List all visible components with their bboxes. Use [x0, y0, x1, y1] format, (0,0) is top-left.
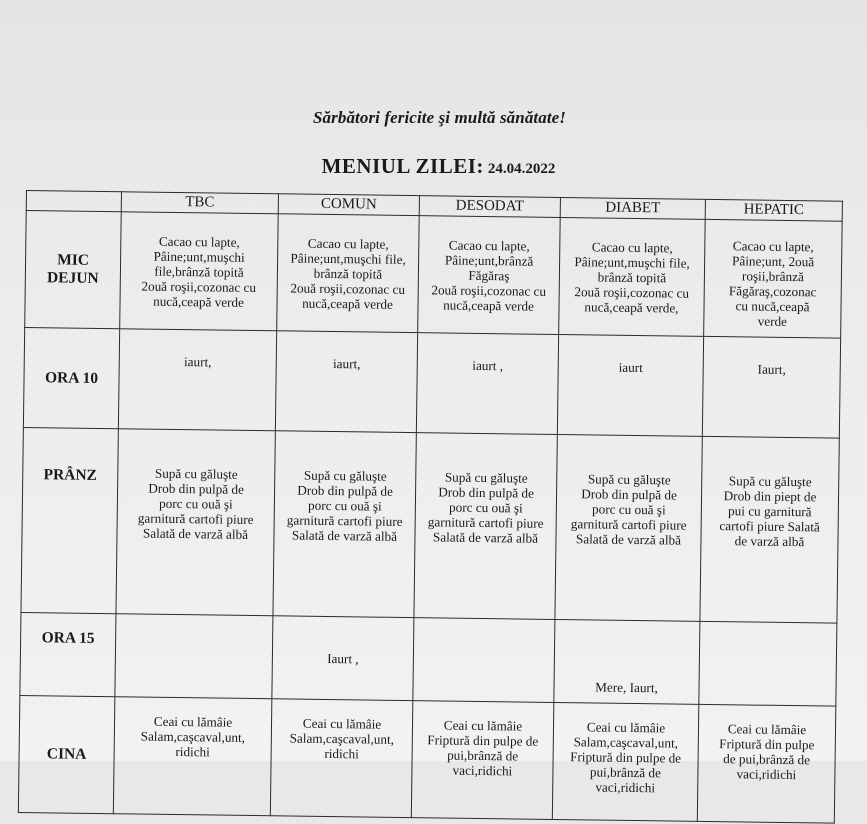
header-tbc: TBC: [121, 192, 278, 214]
cell-mic-dejun-diabet: Cacao cu lapte, Pâine;unt,muşchi file, brânză topită 2ouă roşii,cozonac cu nucă,ceapă verde,: [559, 217, 706, 336]
cell-ora-15-tbc: [115, 614, 273, 699]
table-row-ora-10: [23, 327, 840, 438]
header-comun: COMUN: [278, 194, 419, 216]
cell-cina-tbc: Ceai cu lămâie Salam,caşcaval,unt, ridichi: [113, 697, 272, 816]
row-label-mic-dejun: MIC DEJUN: [25, 211, 122, 329]
cell-cina-comun: Ceai cu lămâie Salam,caşcaval,unt, ridichi: [270, 699, 413, 818]
cell-ora-15-comun: Iaurt ,: [272, 616, 414, 701]
table-row-ora-15: [20, 612, 837, 706]
row-label-pranz: PRÂNZ: [21, 427, 118, 613]
cell-pranz-tbc: Supă cu găluşte Drob din pulpă de porc cu ouă şi garnitură cartofi piure Salată de varză albă: [116, 429, 275, 616]
cell-ora-10-hepatic: Iaurt,: [702, 336, 840, 438]
cell-pranz-desodat: Supă cu găluşte Drob din pulpă de porc cu ouă şi garnitură cartofi piure Salată de varză albă: [414, 433, 557, 620]
greeting-text: Sărbători fericite şi multă sănătate!: [312, 108, 567, 127]
cell-ora-15-desodat: [413, 618, 555, 703]
cell-cina-hepatic: Ceai cu lămâie Friptură din pulpe de pui,brânză de vaci,ridichi: [697, 704, 836, 823]
cell-mic-dejun-comun: Cacao cu lapte, Pâine;unt,muşchi file, brânză topită 2ouă roşii,cozonac cu nucă,ceapă verde: [277, 214, 420, 333]
title-main: MENIUL ZILEI:: [321, 154, 484, 178]
cell-pranz-hepatic: Supă cu găluşte Drob din piept de pui cu garnitură cartofi piure Salată de varză albă: [700, 436, 839, 623]
header-hepatic: HEPATIC: [705, 199, 842, 221]
cell-ora-10-comun: iaurt,: [275, 331, 417, 433]
header-desodat: DESODAT: [419, 196, 560, 218]
header-diabet: DIABET: [560, 197, 705, 219]
cell-ora-15-diabet: Mere, Iaurt,: [554, 619, 700, 704]
row-label-ora-15: ORA 15: [20, 612, 116, 696]
cell-ora-10-tbc: iaurt,: [118, 329, 276, 431]
cell-ora-15-hepatic: [699, 621, 837, 706]
cell-pranz-comun: Supă cu găluşte Drob din pulpă de porc cu ouă şi garnitură cartofi piure Salată de varză albă: [273, 431, 416, 618]
page-title: [5, 154, 867, 179]
cell-mic-dejun-desodat: Cacao cu lapte, Pâine;unt,brânză Făgăraş 2ouă roşii,cozonac cu nucă,ceapă verde: [418, 216, 561, 335]
table-row-pranz: [21, 427, 839, 623]
menu-table: [18, 190, 843, 824]
cell-mic-dejun-tbc: Cacao cu lapte, Pâine;unt,muşchi file,brânză topită 2ouă roşii,cozonac cu nucă,ceapă verde: [120, 212, 279, 331]
header-corner: [26, 191, 121, 212]
cell-ora-10-desodat: iaurt ,: [416, 333, 558, 435]
row-label-cina: CINA: [18, 695, 115, 813]
table-row-cina: [18, 695, 835, 823]
cell-ora-10-diabet: iaurt: [557, 334, 703, 436]
title-date: 24.04.2022: [487, 161, 556, 177]
cell-cina-diabet: Ceai cu lămâie Salam,caşcaval,unt, Friptură din pulpe de pui,brânză de vaci,ridichi: [552, 702, 699, 821]
table-row-mic-dejun: [25, 211, 842, 339]
cell-mic-dejun-hepatic: Cacao cu lapte, Pâine;unt, 2ouă roşii,brânză Făgăraş,cozonac cu nucă,ceapă verde: [704, 219, 843, 338]
cell-cina-desodat: Ceai cu lămâie Friptură din pulpe de pui,brânză de vaci,ridichi: [411, 701, 554, 820]
row-label-ora-10: ORA 10: [23, 327, 119, 428]
cell-pranz-diabet: Supă cu găluşte Drob din pulpă de porc cu ouă şi garnitură cartofi piure Salată de varză albă: [555, 434, 702, 621]
